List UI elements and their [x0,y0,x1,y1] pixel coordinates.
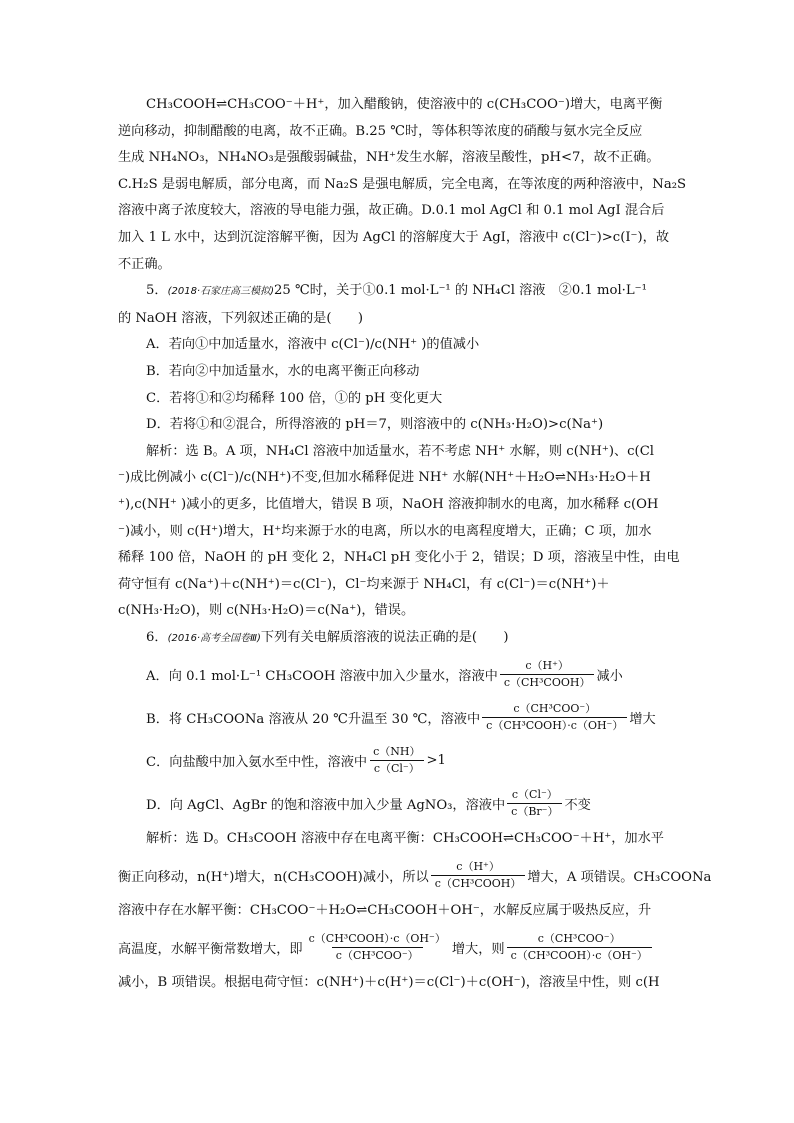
denominator: c（Br⁻） [507,803,562,820]
numerator: c（CH³COO⁻） [513,702,597,716]
option-d [118,787,678,820]
numerator: c（Cl⁻） [511,788,558,802]
previous-solution [118,92,687,278]
numerator: c（NH） [373,745,421,759]
question-5 [118,278,678,625]
question-source: (2018·石家庄高三模拟) [167,286,275,298]
text-line: CH₃COOH⇌CH₃COO⁻＋H⁺，加入醋酸钠，使溶液中的 c(CH₃COO⁻)增大，电离平衡 [146,97,663,112]
analysis-text: 增大，则 [451,941,505,957]
question-number: 5． [146,283,168,299]
analysis-text: 衡正向移动，n(H⁺)增大，n(CH₃COOH)减小，所以 [118,870,429,886]
option-b: B．若向②中加适量水，水的电离平衡正向移动 [146,363,420,379]
option-text: C．向盐酸中加入氨水至中性，溶液中 [146,755,368,771]
option-text: 增大 [629,712,656,728]
analysis-line: c(NH₃·H₂O)，则 c(NH₃·H₂O)＝c(Na⁺)，错误。 [118,603,415,619]
denominator: c（CH³COO⁻） [332,947,423,964]
numerator: c（H⁺） [525,659,569,673]
denominator: c（CH³COOH）·c（OH⁻） [507,947,652,964]
option-text: >1 [426,753,446,769]
analysis-line: ⁺),c(NH⁺ )减小的更多，比值增大，错误 B 项，NaOH 溶液抑制水的电离，加水稀释 c(OH [118,496,659,512]
stem-text: 25 ℃时，关于①0.1 mol·L⁻¹ 的 NH₄Cl 溶液 ②0.1 mol·L⁻¹ [274,283,647,299]
numerator: c（CH³COOH）·c（OH⁻） [308,931,446,945]
option-text: B．将 CH₃COONa 溶液从 20 ℃升温至 30 ℃，溶液中 [146,712,481,728]
option-a [118,658,678,691]
text-line: 溶液中离子浓度较大，溶液的导电能力强，故正确。D.0.1 mol AgCl 和 0.1 mol AgI 混合后 [118,203,665,219]
analysis-line: 减小，B 项错误。根据电荷守恒：c(NH⁺)＋c(H⁺)＝c(Cl⁻)＋c(OH⁻)，溶液呈中性，则 c(H [118,974,660,990]
analysis-line: 溶液中存在水解平衡：CH₃COO⁻＋H₂O⇌CH₃COOH＋OH⁻，水解反应属于吸热反应，升 [118,903,652,919]
fraction [369,744,424,777]
analysis-line: 解析：选 D。CH₃COOH 溶液中存在电离平衡：CH₃COOH⇌CH₃COO⁻＋H⁺，加水平 [146,831,664,847]
fraction [431,859,526,892]
question-6 [118,625,712,996]
fraction [305,931,450,964]
text-line: 生成 NH₄NO₃，NH₄NO₃是强酸弱碱盐，NH⁺发生水解，溶液呈酸性，pH<7，故不正确。 [118,150,660,166]
analysis-line: ⁻)减小，则 c(H⁺)增大，H⁺均来源于水的电离，所以水的电离程度增大，正确；C 项，加水 [118,523,652,539]
text-line: 不正确。 [118,256,171,272]
option-text: A．向 0.1 mol·L⁻¹ CH₃COOH 溶液中加入少量水，溶液中 [146,669,498,685]
analysis-line [118,859,712,892]
option-text: 不变 [564,798,591,814]
denominator: c（CH³COOH） [431,875,526,892]
fraction [507,931,652,964]
analysis-line [118,931,678,964]
option-text: 减小 [596,669,623,685]
fraction [507,787,562,820]
question-stem [118,625,678,653]
numerator: c（CH³COO⁻） [537,931,621,945]
analysis-line: ⁻)成比例减小 c(Cl⁻)/c(NH⁺)不变,但加水稀释促进 NH⁺ 水解(NH⁺＋H₂O⇌NH₃·H₂O＋H [118,470,651,486]
question-stem-cont: 的 NaOH 溶液，下列叙述正确的是( ) [118,310,364,326]
text-line: 加入 1 L 水中，达到沉淀溶解平衡，因为 AgCl 的溶解度大于 AgI，溶液中 c(Cl⁻)>c(I⁻)，故 [118,229,670,245]
option-text: D．向 AgCl、AgBr 的饱和溶液中加入少量 AgNO₃，溶液中 [146,798,506,814]
denominator: c（CH³COOH） [500,674,595,691]
denominator: c（Cl⁻） [370,760,424,777]
analysis-line: 荷守恒有 c(Na⁺)＋c(NH⁺)＝c(Cl⁻)，Cl⁻均来源于 NH₄Cl，有 c(Cl⁻)＝c(NH⁺)＋ [118,576,610,592]
text-line: C.H₂S 是弱电解质，部分电离，而 Na₂S 是强电解质，完全电离，在等浓度的两种溶液中，Na₂S [118,176,687,192]
text-line: 逆向移动，抑制醋酸的电离，故不正确。B.25 ℃时，等体积等浓度的硝酸与氨水完全反应 [118,123,643,139]
fraction [482,701,627,734]
analysis-line: 解析：选 B。A 项，NH₄Cl 溶液中加适量水，若不考虑 NH⁺ 水解，则 c(NH⁺)、c(Cl [146,443,655,459]
option-c: C．若将①和②均稀释 100 倍，①的 pH 变化更大 [146,390,443,406]
question-number: 6． [146,629,168,645]
analysis-line: 稀释 100 倍，NaOH 的 pH 变化 2，NH₄Cl pH 变化小于 2，错误；D 项，溶液呈中性，由电 [118,550,680,566]
option-b [118,701,678,734]
document-page [118,92,712,996]
option-a: A．若向①中加适量水，溶液中 c(Cl⁻)/c(NH⁺ )的值减小 [146,337,480,353]
analysis-text: 增大，A 项错误。CH₃COONa [527,870,712,886]
option-d: D．若将①和②混合，所得溶液的 pH＝7，则溶液中的 c(NH₃·H₂O)>c(Na⁺) [146,417,604,433]
fraction [500,658,595,691]
question-stem [118,278,678,306]
stem-text: 下列有关电解质溶液的说法正确的是( ) [260,629,509,645]
analysis-text: 高温度，水解平衡常数增大，即 [118,941,303,957]
option-c [118,744,678,777]
question-source: (2016·高考全国卷Ⅲ) [167,632,261,644]
numerator: c（H⁺） [456,860,500,874]
denominator: c（CH³COOH）·c（OH⁻） [482,717,627,734]
